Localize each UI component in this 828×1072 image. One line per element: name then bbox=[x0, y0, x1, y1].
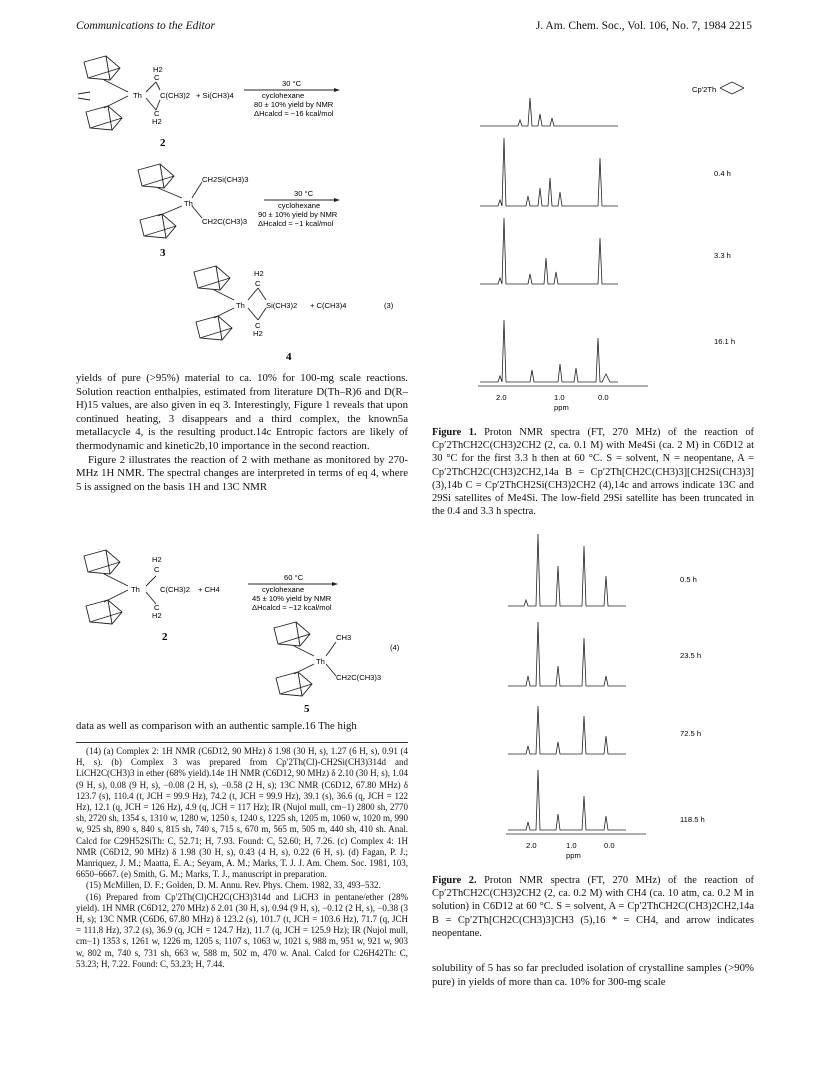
svg-text:0.4 h: 0.4 h bbox=[714, 169, 731, 178]
svg-text:1.0: 1.0 bbox=[566, 841, 577, 850]
svg-text:Th: Th bbox=[131, 585, 140, 594]
svg-text:2: 2 bbox=[162, 631, 168, 643]
footnote-16: (16) Prepared from Cp′2Th(Cl)CH2C(CH3)314d and LiCH3 in pentane/ether (28% yield). 1H NMR (C6D12, 270 MHz) δ 2.01 (30 H, s), 0.94 (9 H, s), −0.12 (2 H, s), −0.38 (3 H, s); 13C NMR (C6D6, 67.80 MHz) δ 123.2 (s), 101.7 (t, JCH = 103.6 Hz), 71.7 (q, JCH = 111.8 Hz), 37.2 (s), 36.9 (q, JCH = 124.7 Hz), 11.7 (q, JCH = 125.9 Hz); IR (Nujol mull, cm−1) 1353 s, 1261 w, 1226 m, 1205 s, 1107 s, 1063 w, 1021 s, 988 m, 951 w, 921 w, 903 w, 802 m, 740 s, 731 sh, 663 w, 588 m, 502 m, 470 w. Anal. Calcd for C26H42Th: C, 53.23; H, 7.22. Found: C, 53.23; H, 7.44. bbox=[76, 891, 408, 969]
svg-text:Si(CH3)2: Si(CH3)2 bbox=[266, 301, 298, 310]
figure-2-spectra bbox=[506, 526, 756, 862]
svg-text:30 °C: 30 °C bbox=[294, 189, 314, 198]
svg-text:ΔHcalcd ≈ −1 kcal/mol: ΔHcalcd ≈ −1 kcal/mol bbox=[258, 219, 334, 228]
svg-text:ppm: ppm bbox=[566, 851, 581, 860]
svg-text:C: C bbox=[154, 565, 160, 574]
body-text-right: solubility of 5 has so far precluded isolation of crystalline samples (>90% pure) in yields of more than ca. 10% for 300-mg scale bbox=[432, 962, 754, 988]
svg-text:ppm: ppm bbox=[554, 403, 569, 412]
svg-text:16.1 h: 16.1 h bbox=[714, 337, 736, 346]
svg-text:CH2C(CH3)3: CH2C(CH3)3 bbox=[202, 217, 248, 226]
svg-text:+ CH4: + CH4 bbox=[198, 585, 220, 594]
svg-text:CH3: CH3 bbox=[336, 633, 352, 642]
svg-text:(3): (3) bbox=[384, 301, 394, 310]
svg-text:2.0: 2.0 bbox=[526, 841, 537, 850]
svg-text:CH2C(CH3)3: CH2C(CH3)3 bbox=[336, 673, 382, 682]
eq1-reagent: + Si(CH3)4 bbox=[196, 91, 234, 100]
scheme-eq1 bbox=[76, 52, 406, 152]
svg-text:C: C bbox=[255, 321, 261, 330]
thorocene-fragment bbox=[78, 56, 160, 130]
svg-text:90 ± 10% yield by NMR: 90 ± 10% yield by NMR bbox=[258, 210, 338, 219]
svg-text:60 °C: 60 °C bbox=[284, 573, 304, 582]
svg-text:1.0: 1.0 bbox=[554, 393, 565, 402]
figure-1-spectra bbox=[478, 48, 758, 420]
svg-text:H2: H2 bbox=[254, 269, 264, 278]
svg-text:cyclohexane: cyclohexane bbox=[278, 201, 321, 210]
svg-text:C: C bbox=[154, 603, 160, 612]
compound-2-label: 2 bbox=[160, 137, 166, 149]
svg-text:C: C bbox=[255, 279, 261, 288]
scheme-eq3 bbox=[186, 262, 426, 362]
svg-text:(4): (4) bbox=[390, 643, 400, 652]
svg-text:H2: H2 bbox=[153, 65, 163, 74]
scheme-eq4 bbox=[76, 546, 406, 716]
svg-text:H2: H2 bbox=[152, 555, 162, 564]
svg-text:Th: Th bbox=[316, 657, 325, 666]
svg-text:H2: H2 bbox=[152, 117, 162, 126]
svg-text:C: C bbox=[154, 109, 160, 118]
svg-text:ΔHcalcd ≈ −12 kcal/mol: ΔHcalcd ≈ −12 kcal/mol bbox=[252, 603, 332, 612]
svg-text:2.0: 2.0 bbox=[496, 393, 507, 402]
svg-text:C: C bbox=[154, 73, 160, 82]
svg-text:0.0: 0.0 bbox=[598, 393, 609, 402]
svg-text:Cp′2Th: Cp′2Th bbox=[692, 85, 717, 94]
svg-text:72.5 h: 72.5 h bbox=[680, 729, 702, 738]
svg-text:H2: H2 bbox=[152, 611, 162, 620]
figure-2-caption: Figure 2. Proton NMR spectra (FT, 270 MHz) of the reaction of Cp′2ThCH2C(CH3)2CH2 (2, ca. 0.2 M) with CH4 (ca. 10 atm, ca. 0.2 M in solution) in C6D12 at 60 °C. S = solvent, A = Cp′2ThCH2C(CH3)2CH2,14a B = Cp′2Th[CH2C(CH3)3]CH3 (5),16 * = CH4, and arrow indicates neopentane. bbox=[432, 875, 754, 939]
svg-text:Th: Th bbox=[184, 199, 193, 208]
svg-text:30 °C: 30 °C bbox=[282, 79, 302, 88]
svg-text:H2: H2 bbox=[253, 329, 263, 338]
scheme-eq2 bbox=[130, 160, 390, 260]
svg-text:CH2Si(CH3)3: CH2Si(CH3)3 bbox=[202, 175, 249, 184]
svg-text:3.3 h: 3.3 h bbox=[714, 251, 731, 260]
svg-text:ΔHcalcd ≈ −16 kcal/mol: ΔHcalcd ≈ −16 kcal/mol bbox=[254, 109, 334, 118]
svg-text:0.0: 0.0 bbox=[604, 841, 615, 850]
svg-text:Th: Th bbox=[236, 301, 245, 310]
footnote-15: (15) McMillen, D. F.; Golden, D. M. Annu. Rev. Phys. Chem. 1982, 33, 493–532. bbox=[86, 880, 381, 891]
eq1-reactant-group: C(CH3)2 bbox=[160, 91, 190, 100]
svg-text:80 ± 10% yield by NMR: 80 ± 10% yield by NMR bbox=[254, 100, 334, 109]
cyclometallated-thorium-inset bbox=[720, 82, 744, 94]
body-text-2: data as well as comparison with an authentic sample.16 The high bbox=[76, 720, 357, 732]
footnote-14: (14) (a) Complex 2: 1H NMR (C6D12, 90 MHz) δ 1.98 (30 H, s), 1.27 (6 H, s), 0.91 (4 H, s). (b) Complex 3 was prepared from Cp′2Th(Cl)-CH2Si(CH3)314d and LiCH2C(CH3)3 in ether (68% yield).14e 1H NMR (C6D12, 90 MHz) δ 2.10 (30 H, s), 1.04 (9 H, s), 0.08 (9 H, s), −0.08 (2 H, s), −0.58 (2 H, s); 13C NMR (C6D12, 67.80 MHz) δ 123.7 (s), 110.4 (t, JCH = 99.9 Hz), 74.2 (t, JCH = 99.9 Hz), 39.1 (s), 36.6 (q, JCH = 122 Hz), 12.1 (q, JCH = 126 Hz), 4.9 (q, JCH = 117 Hz); IR (Nujol mull, cm−1) 2800 sh, 2770 sh, 2720 sh, 1354 s, 1310 w, 1280 w, 1250 s, 1240 s, 1225 sh, 1205 m, 1060 w, 1020 m, 990 w, 925 sh, 890 s, 840 s, 815 sh, 740 s, 715 s, 670 m, 565 m, 505 m, 440 sh, 410 sh. Anal. Calcd for C29H52SiTh: C, 52.71; H, 7.93. Found: C, 52.60; H, 7.26. (c) Complex 4: 1H NMR (C6D12, 90 MHz) δ 1.98 (30 H, s), 0.43 (4 H, s), 0.22 (6 H, s). (d) Fagan, P. J.; Manriquez, J. M.; Maatta, E. A.; Seyam, A. M.; Marks, T. J. J. Am. Chem. Soc. 1981, 103, 6650–6667. (e) Smith, G. M.; Marks, T. J., manuscript in preparation. bbox=[76, 746, 408, 880]
figure-1-caption: Figure 1. Proton NMR spectra (FT, 270 MHz) of the reaction of Cp′2ThCH2C(CH3)2CH2 (2, ca. 0.1 M) with Me4Si (ca. 2 M) in C6D12 at 30 °C for the first 3.3 h then at 60 °C. S = solvent, N = neopentane, A = Cp′2ThCH2C(CH3)2CH2,14a B = Cp′2Th[CH2C(CH3)3][CH2Si(CH3)3] (3),14b C = Cp′2ThCH2Si(CH3)2CH2 (4),14c and arrows indicate 13C and 29Si satellites of Me4Si. The low-field 29Si satellite has been truncated in the 0.4 and 3.3 h spectra. bbox=[432, 427, 754, 518]
running-header-left: Communications to the Editor bbox=[76, 20, 215, 32]
compound-3-label: 3 bbox=[160, 247, 166, 259]
svg-text:0.5 h: 0.5 h bbox=[680, 575, 697, 584]
svg-text:C(CH3)2: C(CH3)2 bbox=[160, 585, 190, 594]
footnote-rule bbox=[76, 742, 408, 743]
svg-text:+ C(CH3)4: + C(CH3)4 bbox=[310, 301, 347, 310]
compound-5-label: 5 bbox=[304, 703, 310, 715]
svg-text:cyclohexane: cyclohexane bbox=[262, 91, 305, 100]
compound-4-label: 4 bbox=[286, 351, 292, 362]
svg-text:cyclohexane: cyclohexane bbox=[262, 585, 305, 594]
running-header-right: J. Am. Chem. Soc., Vol. 106, No. 7, 1984 2215 bbox=[535, 20, 752, 32]
footnotes bbox=[76, 746, 408, 970]
svg-text:118.5 h: 118.5 h bbox=[680, 815, 705, 824]
svg-text:Th: Th bbox=[133, 91, 142, 100]
svg-text:45 ± 10% yield by NMR: 45 ± 10% yield by NMR bbox=[252, 594, 332, 603]
svg-text:23.5 h: 23.5 h bbox=[680, 651, 702, 660]
body-text-1: yields of pure (>95%) material to ca. 10% for 100-mg scale reactions. Solution reaction enthalpies, estimated from literature D(Th–R)6 and D(R–H)15 values, are also given in eq 3. Interestingly, Figure 1 reveals that upon continued heating, 3 disappears and a third complex, the known5a metallacycle 4, is the resulting product.14c Entropic factors are likely of thermodynamic and kinetic2b,10 importance in the second reaction. Figure 2 illustrates the reaction of 2 with methane as monitored by 270-MHz 1H NMR. The spectral changes are interpreted in terms of eq 4, where 5 is assigned on the basis 1H and 13C NMR bbox=[76, 372, 408, 493]
